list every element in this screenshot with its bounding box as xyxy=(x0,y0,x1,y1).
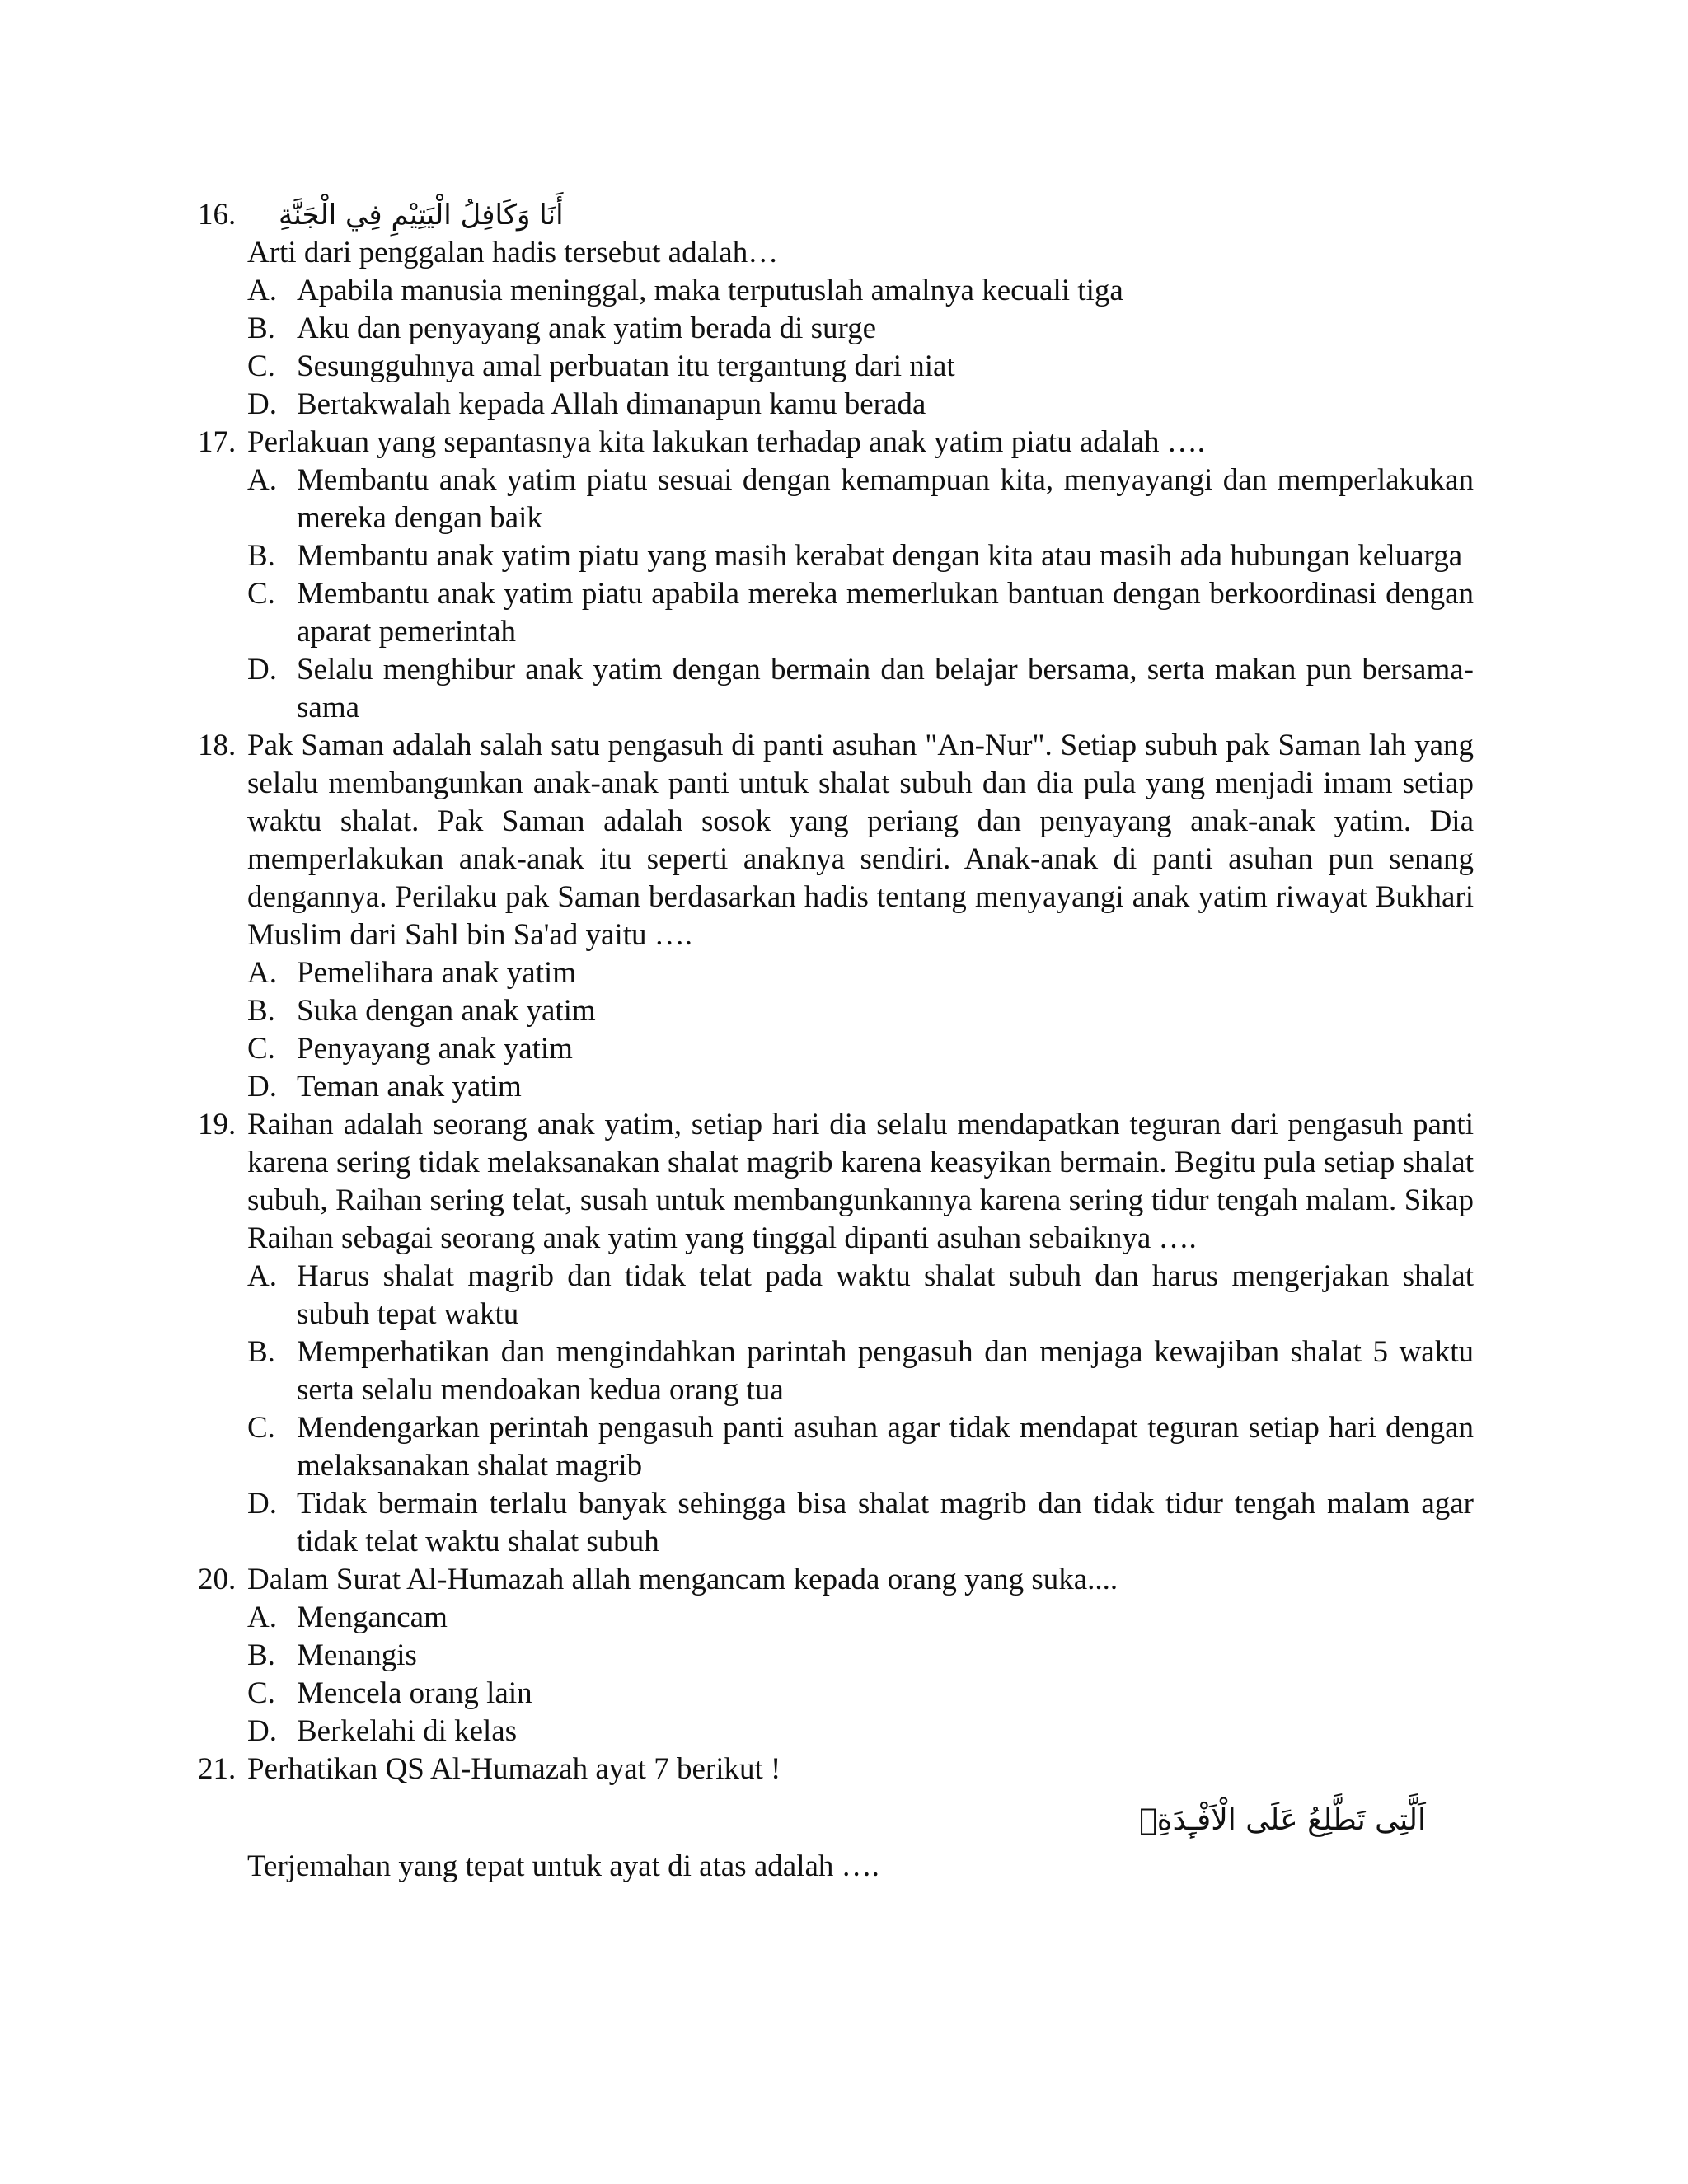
option-text: Bertakwalah kepada Allah dimanapun kamu berada xyxy=(297,387,926,421)
option-letter: C. xyxy=(247,1676,275,1710)
option-letter: B. xyxy=(247,539,275,573)
option-d xyxy=(247,386,1474,424)
option-c xyxy=(247,1030,1474,1068)
option-b xyxy=(247,1333,1474,1409)
question-text: Dalam Surat Al-Humazah allah mengancam kepada orang yang suka.... xyxy=(247,1563,1118,1596)
option-letter: A. xyxy=(247,463,277,497)
question-21 xyxy=(198,1750,1474,1886)
option-c xyxy=(247,348,1474,386)
option-a xyxy=(247,462,1474,537)
option-b xyxy=(247,992,1474,1030)
option-text: Mengancam xyxy=(297,1601,448,1634)
option-a xyxy=(247,954,1474,992)
option-a xyxy=(247,272,1474,310)
option-letter: A. xyxy=(247,956,277,990)
option-d xyxy=(247,1713,1474,1750)
option-letter: B. xyxy=(247,1335,275,1369)
question-prompt xyxy=(198,727,1474,954)
option-letter: B. xyxy=(247,1638,275,1672)
question-17 xyxy=(198,424,1474,727)
question-number: 17. xyxy=(198,425,237,459)
question-text: Pak Saman adalah salah satu pengasuh di panti asuhan "An-Nur". Setiap subuh pak Saman lah yang selalu membangunkan anak-anak panti untuk shalat subuh dan dia pula yang menjadi imam setiap waktu shalat. Pak Saman adalah sosok yang periang dan penyayang anak-anak yatim. Dia memperlakukan anak-anak itu seperti anaknya sendiri. Anak-anak di panti asuhan pun senang dengannya. Perilaku pak Saman berdasarkan hadis tentang menyayangi anak yatim riwayat Bukhari Muslim dari Sahl bin Sa'ad yaitu …. xyxy=(247,729,1474,952)
option-letter: C. xyxy=(247,577,275,611)
option-letter: A. xyxy=(247,1259,277,1293)
option-letter: B. xyxy=(247,312,275,345)
option-text: Berkelahi di kelas xyxy=(297,1714,518,1748)
option-list xyxy=(247,272,1474,424)
option-text: Mencela orang lain xyxy=(297,1676,532,1710)
question-followup: Terjemahan yang tepat untuk ayat di atas adalah …. xyxy=(247,1849,879,1883)
option-d xyxy=(247,651,1474,727)
option-text: Selalu menghibur anak yatim dengan bermain dan belajar bersama, serta makan pun bersama-sama xyxy=(297,653,1474,724)
question-number: 16. xyxy=(198,198,237,232)
option-list xyxy=(247,1599,1474,1750)
option-text: Pemelihara anak yatim xyxy=(297,956,577,990)
option-text: Sesungguhnya amal perbuatan itu tergantung dari niat xyxy=(297,349,955,383)
option-text: Aku dan penyayang anak yatim berada di surge xyxy=(297,312,877,345)
option-a xyxy=(247,1258,1474,1333)
question-number: 20. xyxy=(198,1563,237,1596)
option-text: Membantu anak yatim piatu apabila mereka memerlukan bantuan dengan berkoordinasi dengan aparat pemerintah xyxy=(297,577,1474,649)
question-20 xyxy=(198,1561,1474,1750)
option-c xyxy=(247,1409,1474,1485)
option-d xyxy=(247,1068,1474,1106)
option-b xyxy=(247,310,1474,348)
question-number: 21. xyxy=(198,1752,237,1786)
option-list xyxy=(247,954,1474,1106)
option-letter: C. xyxy=(247,1032,275,1066)
question-text: Raihan adalah seorang anak yatim, setiap hari dia selalu mendapatkan teguran dari pengasuh panti karena sering tidak melaksanakan shalat magrib karena keasyikan bermain. Begitu pula setiap shalat subuh, Raihan sering telat, susah untuk membangunkannya karena sering tidur tengah malam. Sikap Raihan sebagai seorang anak yatim yang tinggal dipanti asuhan sebaiknya …. xyxy=(247,1108,1474,1255)
question-prompt: Arti dari penggalan hadis tersebut adalah… xyxy=(247,236,779,269)
option-text: Harus shalat magrib dan tidak telat pada waktu shalat subuh dan harus mengerjakan shalat subuh tepat waktu xyxy=(297,1259,1474,1331)
option-list xyxy=(247,462,1474,727)
option-letter: B. xyxy=(247,994,275,1028)
option-letter: C. xyxy=(247,1411,275,1445)
option-letter: D. xyxy=(247,1487,277,1521)
arabic-ayat: اَلَّتِى تَطَّلِعُ عَلَى الْاَفْـِٕدَةِۗ xyxy=(1139,1803,1426,1837)
question-prompt xyxy=(198,1106,1474,1258)
option-text: Mendengarkan perintah pengasuh panti asuhan agar tidak mendapat teguran setiap hari dengan melaksanakan shalat magrib xyxy=(297,1411,1474,1483)
option-text: Membantu anak yatim piatu sesuai dengan kemampuan kita, menyayangi dan memperlakukan mereka dengan baik xyxy=(297,463,1474,535)
option-text: Memperhatikan dan mengindahkan parintah pengasuh dan menjaga kewajiban shalat 5 waktu serta selalu mendoakan kedua orang tua xyxy=(297,1335,1474,1407)
option-letter: D. xyxy=(247,1714,277,1748)
question-number: 18. xyxy=(198,729,237,762)
question-prompt xyxy=(198,1561,1474,1599)
question-18 xyxy=(198,727,1474,1106)
question-text: Perhatikan QS Al-Humazah ayat 7 berikut ! xyxy=(247,1752,781,1786)
arabic-hadith: أَنَا وَكَافِلُ الْيَتِيْمِ فِي الْجَنَّةِ xyxy=(279,199,564,232)
option-list xyxy=(247,1258,1474,1561)
option-letter: D. xyxy=(247,387,277,421)
option-text: Tidak bermain terlalu banyak sehingga bisa shalat magrib dan tidak tidur tengah malam agar tidak telat waktu shalat subuh xyxy=(297,1487,1474,1558)
question-list xyxy=(198,196,1474,1886)
option-text: Suka dengan anak yatim xyxy=(297,994,596,1028)
option-text: Teman anak yatim xyxy=(297,1070,522,1104)
option-c xyxy=(247,1675,1474,1713)
question-prompt xyxy=(198,424,1474,462)
question-16 xyxy=(198,196,1474,424)
option-b xyxy=(247,537,1474,575)
option-d xyxy=(247,1485,1474,1561)
option-b xyxy=(247,1637,1474,1675)
option-text: Apabila manusia meninggal, maka terputuslah amalnya kecuali tiga xyxy=(297,274,1123,307)
option-letter: D. xyxy=(247,1070,277,1104)
question-prompt xyxy=(198,1750,1474,1788)
option-letter: C. xyxy=(247,349,275,383)
question-16-header xyxy=(198,196,1474,234)
option-text: Membantu anak yatim piatu yang masih kerabat dengan kita atau masih ada hubungan keluarga xyxy=(297,539,1463,573)
option-text: Menangis xyxy=(297,1638,417,1672)
option-letter: A. xyxy=(247,274,277,307)
option-text: Penyayang anak yatim xyxy=(297,1032,573,1066)
option-letter: A. xyxy=(247,1601,277,1634)
question-19 xyxy=(198,1106,1474,1561)
option-c xyxy=(247,575,1474,651)
option-a xyxy=(247,1599,1474,1637)
question-number: 19. xyxy=(198,1108,237,1141)
question-text: Perlakuan yang sepantasnya kita lakukan terhadap anak yatim piatu adalah …. xyxy=(247,425,1205,459)
option-letter: D. xyxy=(247,653,277,687)
